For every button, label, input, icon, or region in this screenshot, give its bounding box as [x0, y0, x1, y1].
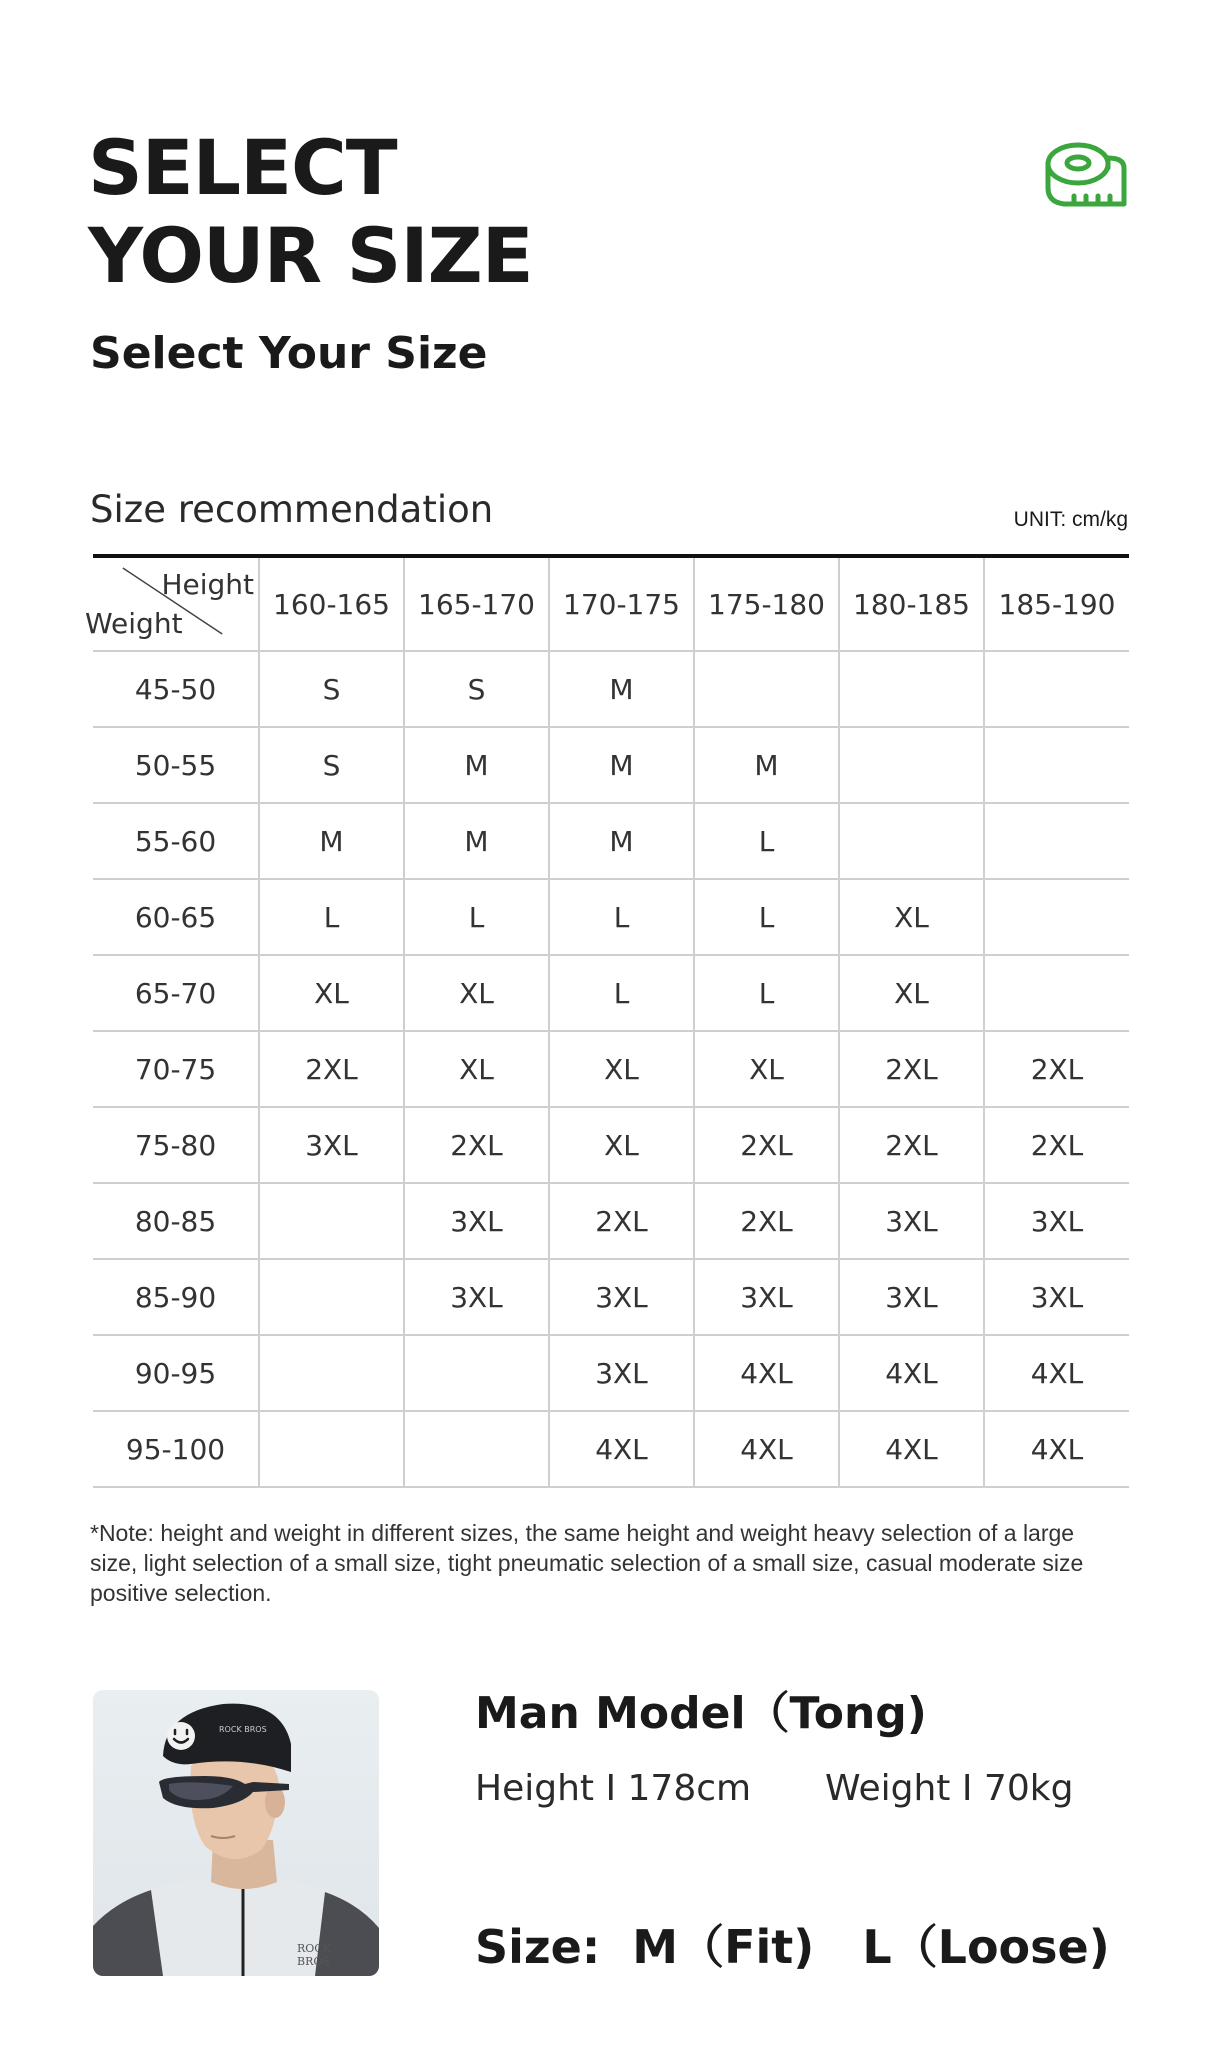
height-header-cell: 165-170 — [404, 556, 549, 651]
weight-cell: 60-65 — [93, 879, 259, 955]
size-cell: 4XL — [694, 1411, 839, 1487]
weight-cell: 65-70 — [93, 955, 259, 1031]
table-row — [93, 1107, 1129, 1183]
size-cell: XL — [694, 1031, 839, 1107]
size-cell: 2XL — [694, 1107, 839, 1183]
size-cell: XL — [259, 955, 404, 1031]
size-chart-header-row — [93, 556, 1129, 651]
size-cell — [404, 1411, 549, 1487]
size-cell: 4XL — [839, 1411, 984, 1487]
size-cell: S — [259, 651, 404, 727]
table-row — [93, 955, 1129, 1031]
size-cell: XL — [839, 879, 984, 955]
size-cell: 4XL — [549, 1411, 694, 1487]
size-cell: 2XL — [839, 1031, 984, 1107]
size-cell: 2XL — [694, 1183, 839, 1259]
size-cell — [259, 1259, 404, 1335]
size-cell: 2XL — [839, 1107, 984, 1183]
height-header-cell: 180-185 — [839, 556, 984, 651]
size-cell: XL — [839, 955, 984, 1031]
weight-cell: 90-95 — [93, 1335, 259, 1411]
size-cell: XL — [404, 1031, 549, 1107]
jersey-brand-text-2: BROS — [297, 1955, 330, 1968]
page-subtitle: Select Your Size — [90, 328, 488, 379]
size-cell: 3XL — [984, 1183, 1129, 1259]
size-cell: 2XL — [984, 1031, 1129, 1107]
height-axis-label: Height — [161, 568, 254, 601]
size-cell — [839, 651, 984, 727]
size-cell: 3XL — [404, 1259, 549, 1335]
weight-cell: 45-50 — [93, 651, 259, 727]
table-row — [93, 879, 1129, 955]
size-cell: L — [549, 879, 694, 955]
model-photo — [93, 1690, 379, 1976]
height-header-cell: 185-190 — [984, 556, 1129, 651]
weight-axis-label: Weight — [85, 607, 183, 640]
cap-brand-text: ROCK BROS — [219, 1725, 267, 1734]
table-row — [93, 727, 1129, 803]
size-cell: S — [404, 651, 549, 727]
size-cell — [839, 803, 984, 879]
page-title-line-1: SELECT — [88, 123, 397, 212]
size-cell — [694, 651, 839, 727]
model-name: Man Model（Tong) — [475, 1688, 927, 1739]
size-cell: 3XL — [694, 1259, 839, 1335]
table-row — [93, 1259, 1129, 1335]
size-cell: 3XL — [404, 1183, 549, 1259]
size-cell — [984, 879, 1129, 955]
size-cell: S — [259, 727, 404, 803]
model-size: Size: M（Fit) L（Loose) — [475, 1920, 1110, 1974]
size-cell — [259, 1183, 404, 1259]
size-cell: 2XL — [984, 1107, 1129, 1183]
size-cell: L — [259, 879, 404, 955]
weight-cell: 70-75 — [93, 1031, 259, 1107]
model-weight: Weight I 70kg — [825, 1768, 1074, 1809]
model-height: Height I 178cm — [475, 1768, 752, 1809]
size-cell: L — [694, 803, 839, 879]
size-cell: XL — [549, 1107, 694, 1183]
height-header-cell: 160-165 — [259, 556, 404, 651]
weight-cell: 95-100 — [93, 1411, 259, 1487]
size-cell: 3XL — [839, 1259, 984, 1335]
table-row — [93, 1411, 1129, 1487]
height-header-cell: 170-175 — [549, 556, 694, 651]
size-cell: M — [404, 803, 549, 879]
table-row — [93, 1031, 1129, 1107]
size-cell — [259, 1411, 404, 1487]
size-cell: M — [259, 803, 404, 879]
weight-cell: 75-80 — [93, 1107, 259, 1183]
page-title — [88, 124, 533, 300]
size-cell: L — [404, 879, 549, 955]
size-cell: 3XL — [984, 1259, 1129, 1335]
size-cell: L — [694, 955, 839, 1031]
unit-label: UNIT: cm/kg — [1013, 508, 1128, 531]
size-cell: 2XL — [259, 1031, 404, 1107]
corner-header-cell — [85, 556, 259, 651]
size-cell: 4XL — [694, 1335, 839, 1411]
table-row — [93, 803, 1129, 879]
size-cell — [839, 727, 984, 803]
size-cell — [984, 651, 1129, 727]
size-cell: 3XL — [259, 1107, 404, 1183]
size-note: *Note: height and weight in different sizes, the same height and weight heavy selection of a large size, light selection of a small size, tight pneumatic selection of a small size, casual moderate size positive selection. — [90, 1520, 1084, 1606]
size-cell: M — [549, 651, 694, 727]
weight-cell: 55-60 — [93, 803, 259, 879]
size-cell: L — [549, 955, 694, 1031]
weight-cell: 80-85 — [93, 1183, 259, 1259]
table-row — [93, 1183, 1129, 1259]
size-cell: 2XL — [404, 1107, 549, 1183]
size-cell: L — [694, 879, 839, 955]
size-cell: 4XL — [839, 1335, 984, 1411]
height-header-cell: 175-180 — [694, 556, 839, 651]
size-cell: 4XL — [984, 1335, 1129, 1411]
size-cell: M — [404, 727, 549, 803]
size-cell: M — [549, 803, 694, 879]
table-row — [93, 1335, 1129, 1411]
size-cell: M — [694, 727, 839, 803]
size-cell: 2XL — [549, 1183, 694, 1259]
model-portrait-illustration — [93, 1690, 379, 1976]
size-cell: 3XL — [839, 1183, 984, 1259]
size-cell — [984, 955, 1129, 1031]
size-chart-table — [85, 554, 1129, 1488]
size-recommendation-label: Size recommendation — [90, 488, 494, 531]
measuring-tape-icon — [1044, 138, 1130, 210]
size-cell — [259, 1335, 404, 1411]
size-cell: M — [549, 727, 694, 803]
weight-cell: 50-55 — [93, 727, 259, 803]
table-row — [93, 651, 1129, 727]
size-cell — [404, 1335, 549, 1411]
size-cell: 3XL — [549, 1259, 694, 1335]
size-cell — [984, 727, 1129, 803]
page-title-line-2: YOUR SIZE — [88, 211, 533, 300]
weight-cell: 85-90 — [93, 1259, 259, 1335]
size-cell: 4XL — [984, 1411, 1129, 1487]
size-cell: XL — [404, 955, 549, 1031]
size-cell: XL — [549, 1031, 694, 1107]
jersey-brand-text-1: ROCK — [297, 1942, 331, 1955]
size-cell: 3XL — [549, 1335, 694, 1411]
size-cell — [984, 803, 1129, 879]
